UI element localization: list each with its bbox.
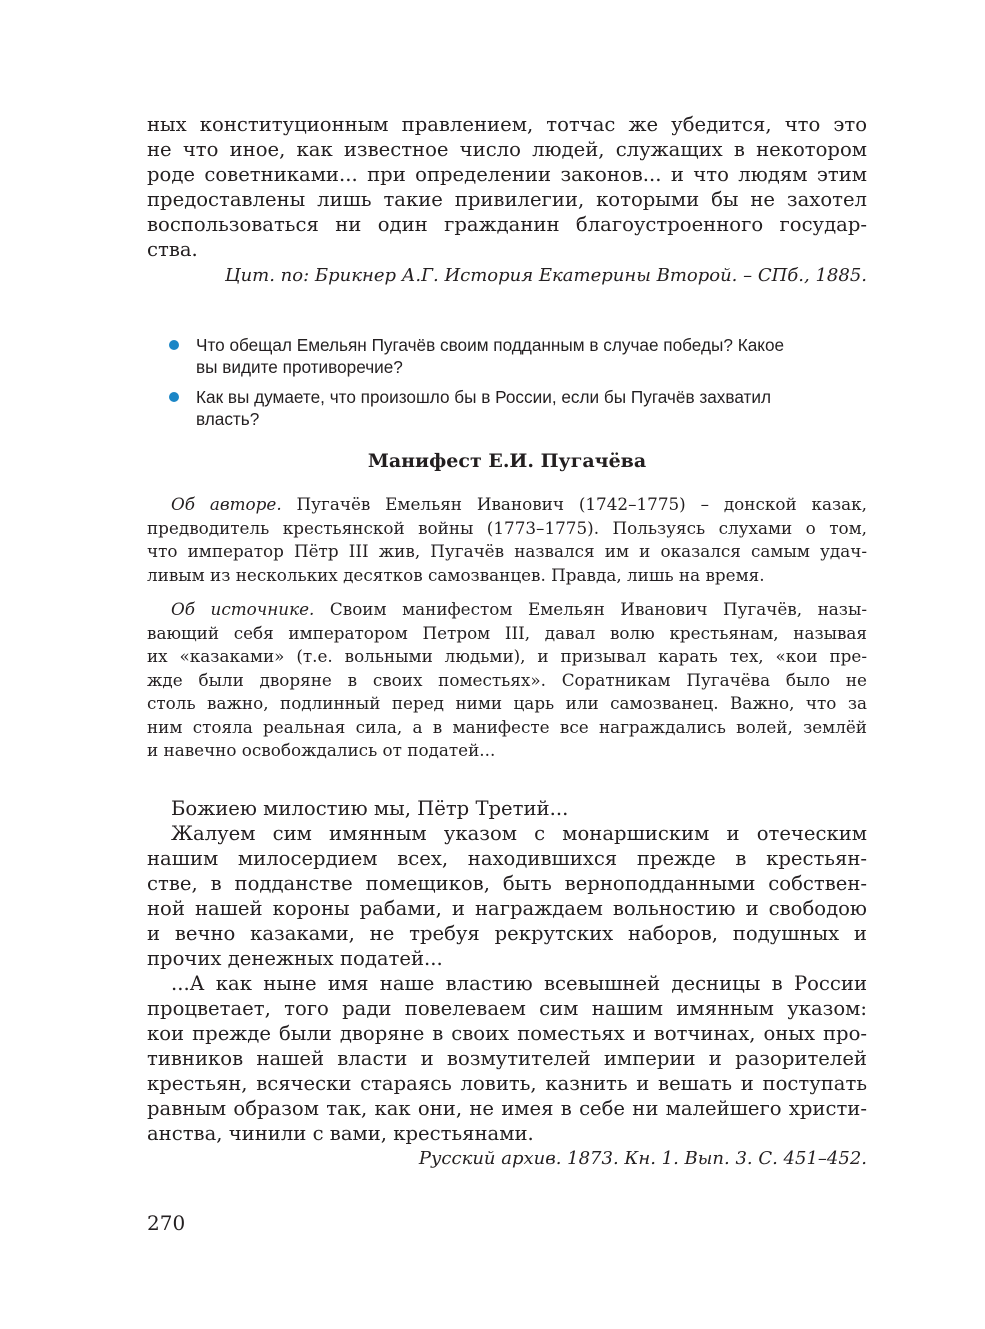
about-author-paragraph (147, 493, 867, 587)
question-item (147, 334, 867, 378)
manifest-line: процветает, того ради повелеваем сим нашим имянным указом: (147, 996, 867, 1020)
question-line: Как вы думаете, что произошло бы в России, если бы Пугачёв захватил (196, 387, 771, 407)
manifest-line: анства, чинили с вами, крестьянами. (147, 1121, 534, 1145)
page-content (147, 112, 867, 1171)
info-line-text: ливым из нескольких десятков самозванцев. Правда, лишь на время. (147, 564, 765, 585)
info-line-text: Пугачёв Емельян Иванович (1742–1775) – донской казак, (281, 494, 867, 514)
info-lead: Об источнике. (171, 599, 315, 619)
info-line (147, 669, 867, 693)
info-line (147, 517, 867, 541)
manifest-line: кои прежде были дворяне в своих поместьях и вотчинах, оных про- (147, 1021, 867, 1045)
info-line-text: ним стояла реальная сила, а в манифесте все награждались волей, землёй (147, 716, 867, 737)
info-line-text: вающий себя императором Петром III, давал волю крестьянам, называя (147, 622, 867, 643)
info-line-text: что император Пётр III жив, Пугачёв назвался им и оказался самым удач- (147, 541, 867, 561)
info-line (147, 739, 867, 763)
info-line-text: предводитель крестьянской войны (1773–1775). Пользуясь слухами о том, (147, 517, 867, 538)
question-item (147, 386, 867, 430)
manifest-line: ...А как ныне имя наше властию всевышней десницы в России (171, 971, 867, 995)
info-line (147, 540, 867, 564)
about-source-paragraph (147, 598, 867, 763)
manifest-line: стве, в подданстве помещиков, быть верноподданными собствен- (147, 871, 867, 895)
manifest-line: ной нашей короны рабами, и награждаем вольностию и свободою (147, 896, 867, 920)
intro-paragraph (147, 112, 867, 262)
intro-citation: Цит. по: Брикнер А.Г. История Екатерины Второй. – СПб., 1885. (224, 265, 867, 286)
info-line (147, 716, 867, 740)
info-line (147, 622, 867, 646)
intro-line: ства. (147, 238, 198, 261)
manifest-line: и вечно казаками, не требуя рекрутских наборов, подушных и (147, 921, 867, 945)
info-line-text: и навечно освобождались от податей... (147, 740, 496, 760)
manifest-line: нашим милосердием всех, находившихся прежде в крестьян- (147, 846, 867, 870)
manifest-line: Божиею милостию мы, Пётр Третий... (171, 796, 569, 820)
question-line: вы видите противоречие? (196, 357, 403, 377)
info-line (147, 564, 867, 588)
info-line-text: столь важно, подлинный перед ними царь или самозванец. Важно, что за (147, 693, 867, 713)
info-line (147, 645, 867, 669)
info-line-text: их «казаками» (т.е. вольными людьми), и призывал карать тех, «кои пре- (147, 646, 867, 666)
intro-line: роде советниками... при определении законов... и что людям этим (147, 163, 867, 186)
manifest-line: равным образом так, как они, не имея в себе ни малейшего христи- (147, 1096, 867, 1120)
info-line-text: Своим манифестом Емельян Иванович Пугачёв, назы- (314, 599, 867, 619)
question-line: Что обещал Емельян Пугачёв своим подданным в случае победы? Какое (196, 335, 785, 355)
info-line (147, 493, 867, 517)
manifest-line: Жалуем сим имянным указом с монаршиским и отеческим (171, 821, 867, 845)
question-list (147, 334, 867, 430)
manifest-line: прочих денежных податей... (147, 946, 443, 970)
intro-line: воспользоваться ни один гражданин благоустроенного государ- (147, 213, 867, 236)
manifest-line: тивников нашей власти и возмутителей империи и разорителей (147, 1046, 867, 1070)
intro-line: не что иное, как известное число людей, служащих в некотором (147, 138, 867, 161)
info-line (147, 692, 867, 716)
page-number: 270 (147, 1211, 186, 1235)
intro-line: предоставлены лишь такие привилегии, которыми бы не захотел (147, 188, 867, 211)
manifest-text (147, 796, 867, 1146)
section-title: Манифест Е.И. Пугачёва (367, 450, 647, 472)
manifest-line: крестьян, всячески стараясь ловить, казнить и вешать и поступать (147, 1071, 867, 1095)
question-line: власть? (196, 409, 260, 429)
manifest-citation: Русский архив. 1873. Кн. 1. Вып. 3. С. 451–452. (418, 1147, 867, 1169)
info-line (147, 598, 867, 622)
info-line-text: жде были дворяне в своих поместьях». Соратникам Пугачёва было не (147, 669, 867, 690)
bullet-dot-icon (169, 392, 179, 402)
bullet-dot-icon (169, 340, 179, 350)
info-lead: Об авторе. (171, 494, 282, 514)
intro-line: ных конституционным правлением, тотчас же убедится, что это (147, 113, 867, 136)
